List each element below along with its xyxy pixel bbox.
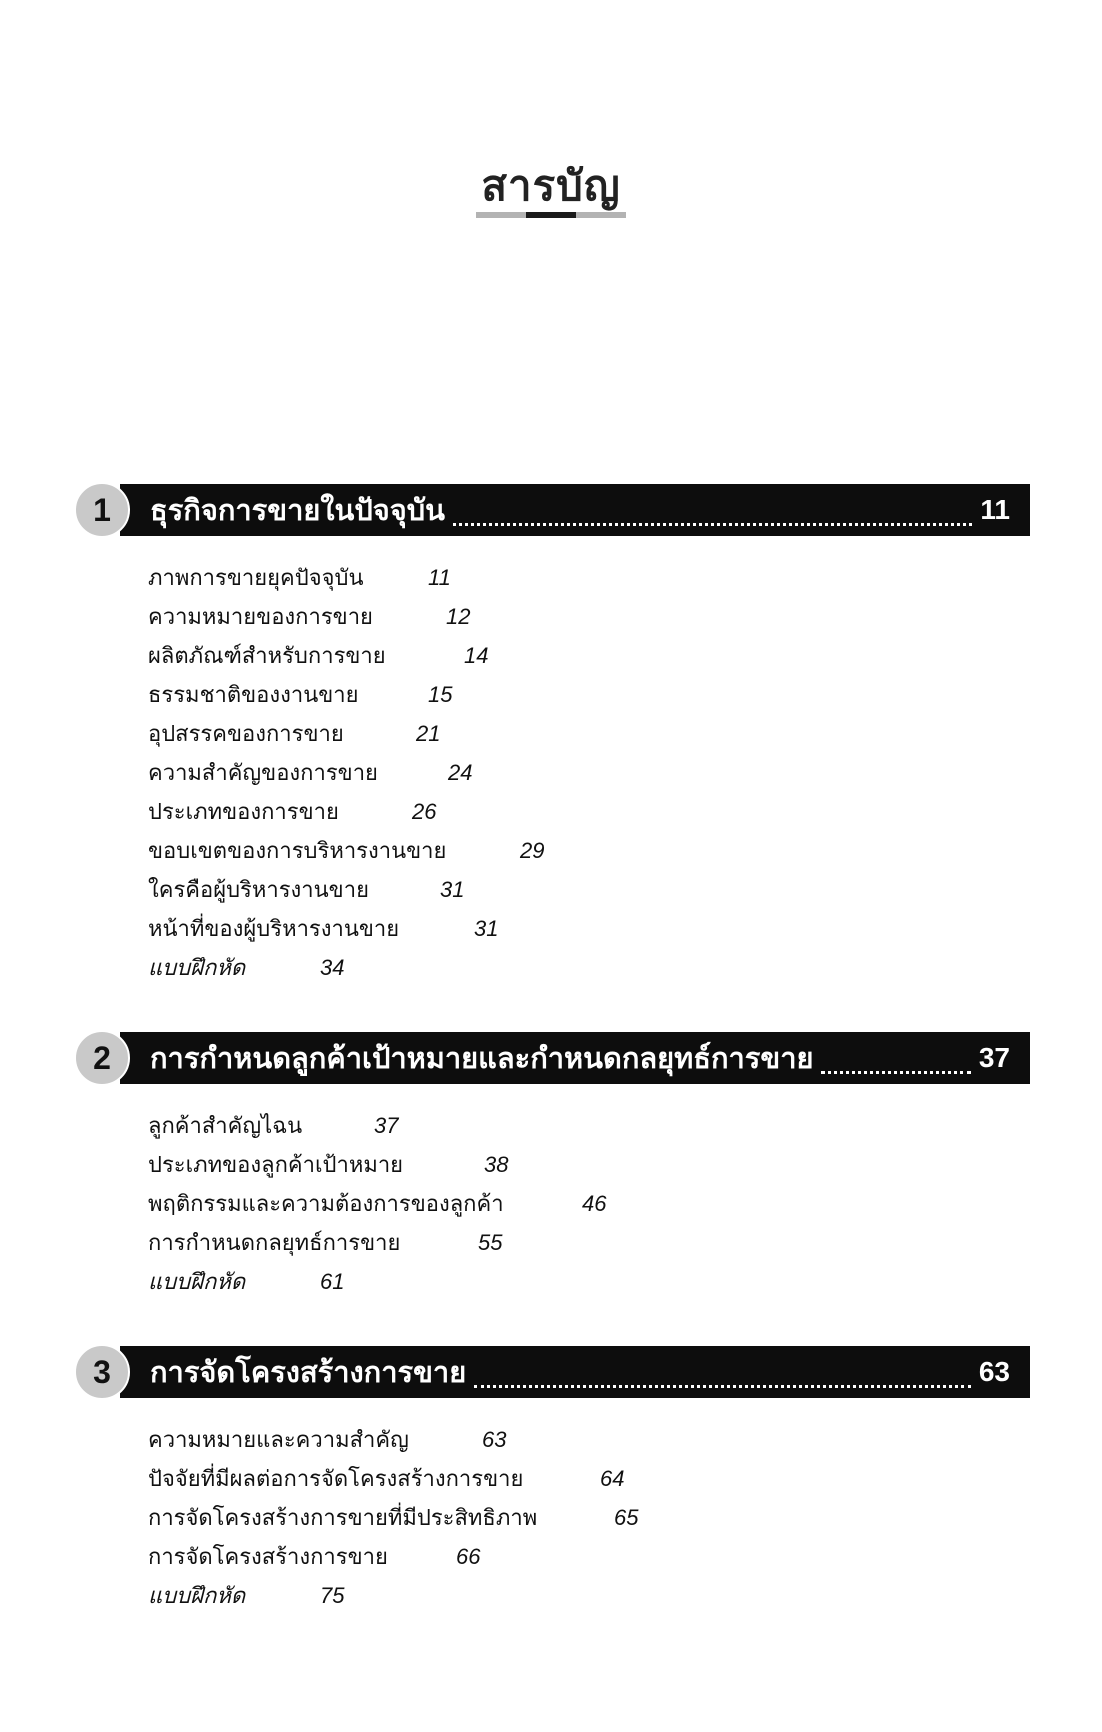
toc-entry[interactable] (148, 558, 544, 597)
toc-entry[interactable] (148, 1145, 606, 1184)
dot-leader (453, 509, 972, 526)
toc-entry[interactable] (148, 636, 544, 675)
entry-title: พฤติกรรมและความต้องการของลูกค้า (148, 1192, 504, 1217)
entry-title: ความหมายและความสำคัญ (148, 1428, 409, 1453)
chapter-header[interactable] (150, 1346, 1010, 1398)
entry-title: อุปสรรคของการขาย (148, 722, 344, 747)
toc-entry[interactable] (148, 831, 544, 870)
entry-page-number: 14 (464, 643, 489, 668)
toc-entry-exercise[interactable] (148, 1262, 606, 1301)
entry-title: แบบฝึกหัด (148, 1270, 246, 1295)
entry-page-number: 46 (582, 1191, 607, 1216)
entry-page-number: 38 (484, 1152, 509, 1177)
entry-page-number: 37 (374, 1113, 399, 1138)
toc-entry[interactable] (148, 909, 544, 948)
toc-entry[interactable] (148, 870, 544, 909)
entry-page-number: 15 (428, 682, 453, 707)
toc-entry[interactable] (148, 1223, 606, 1262)
entry-title: แบบฝึกหัด (148, 1584, 246, 1609)
chapter-header[interactable] (150, 1032, 1010, 1084)
toc-entry[interactable] (148, 1537, 638, 1576)
page-title: สารบัญ (481, 161, 621, 210)
entry-page-number: 34 (320, 955, 345, 980)
entry-page-number: 61 (320, 1269, 345, 1294)
toc-entry[interactable] (148, 714, 544, 753)
chapter-number-badge: 1 (74, 482, 130, 538)
entry-title: ใครคือผู้บริหารงานขาย (148, 878, 369, 903)
entry-page-number: 31 (474, 916, 499, 941)
entry-title: การกำหนดกลยุทธ์การขาย (148, 1231, 401, 1256)
entry-page-number: 55 (478, 1230, 503, 1255)
entry-title: การจัดโครงสร้างการขายที่มีประสิทธิภาพ (148, 1506, 538, 1531)
entry-title: ผลิตภัณฑ์สำหรับการขาย (148, 644, 386, 669)
entry-title: ขอบเขตของการบริหารงานขาย (148, 839, 447, 864)
chapter-number-badge: 3 (74, 1344, 130, 1400)
chapter-title: การกำหนดลูกค้าเป้าหมายและกำหนดกลยุทธ์การขาย (150, 1041, 814, 1075)
toc-entry[interactable] (148, 675, 544, 714)
dot-leader (474, 1371, 971, 1388)
entry-title: ประเภทของลูกค้าเป้าหมาย (148, 1153, 404, 1178)
entry-page-number: 64 (600, 1466, 625, 1491)
chapter-header[interactable] (150, 484, 1010, 536)
chapter-title: ธุรกิจการขายในปัจจุบัน (150, 493, 445, 527)
entry-page-number: 29 (520, 838, 545, 863)
entry-title: ภาพการขายยุคปัจจุบัน (148, 566, 364, 591)
toc-entry[interactable] (148, 1459, 638, 1498)
entry-title: การจัดโครงสร้างการขาย (148, 1545, 388, 1570)
chapter-page-number: 11 (980, 494, 1010, 525)
chapter-page-number: 37 (978, 1042, 1010, 1073)
toc-entry[interactable] (148, 1420, 638, 1459)
chapter-entries (148, 1420, 638, 1615)
entry-page-number: 26 (412, 799, 437, 824)
entry-page-number: 65 (614, 1505, 639, 1530)
toc-entry[interactable] (148, 1498, 638, 1537)
chapter-title: การจัดโครงสร้างการขาย (150, 1355, 467, 1389)
entry-page-number: 24 (448, 760, 473, 785)
title-wrap (0, 160, 1102, 212)
toc-entry[interactable] (148, 792, 544, 831)
entry-page-number: 31 (440, 877, 465, 902)
toc-entry-exercise[interactable] (148, 1576, 638, 1615)
chapter-page-number: 63 (978, 1356, 1010, 1387)
chapter-entries (148, 558, 544, 987)
entry-title: หน้าที่ของผู้บริหารงานขาย (148, 917, 400, 942)
entry-page-number: 21 (416, 721, 441, 746)
entry-page-number: 12 (446, 604, 471, 629)
entry-title: ธรรมชาติของงานขาย (148, 683, 359, 708)
entry-title: ประเภทของการขาย (148, 800, 339, 825)
toc-entry[interactable] (148, 597, 544, 636)
toc-entry-exercise[interactable] (148, 948, 544, 987)
entry-title: ความหมายของการขาย (148, 605, 373, 630)
entry-page-number: 11 (428, 565, 451, 590)
entry-title: ความสำคัญของการขาย (148, 761, 378, 786)
chapter-entries (148, 1106, 606, 1301)
dot-leader (821, 1057, 970, 1074)
entry-title: ลูกค้าสำคัญไฉน (148, 1114, 303, 1139)
chapter-number-badge: 2 (74, 1030, 130, 1086)
toc-entry[interactable] (148, 1106, 606, 1145)
entry-page-number: 75 (320, 1583, 345, 1608)
toc-entry[interactable] (148, 1184, 606, 1223)
entry-page-number: 66 (456, 1544, 481, 1569)
entry-title: แบบฝึกหัด (148, 956, 246, 981)
entry-page-number: 63 (482, 1427, 507, 1452)
title-underline-accent (526, 212, 576, 218)
entry-title: ปัจจัยที่มีผลต่อการจัดโครงสร้างการขาย (148, 1467, 524, 1492)
toc-entry[interactable] (148, 753, 544, 792)
